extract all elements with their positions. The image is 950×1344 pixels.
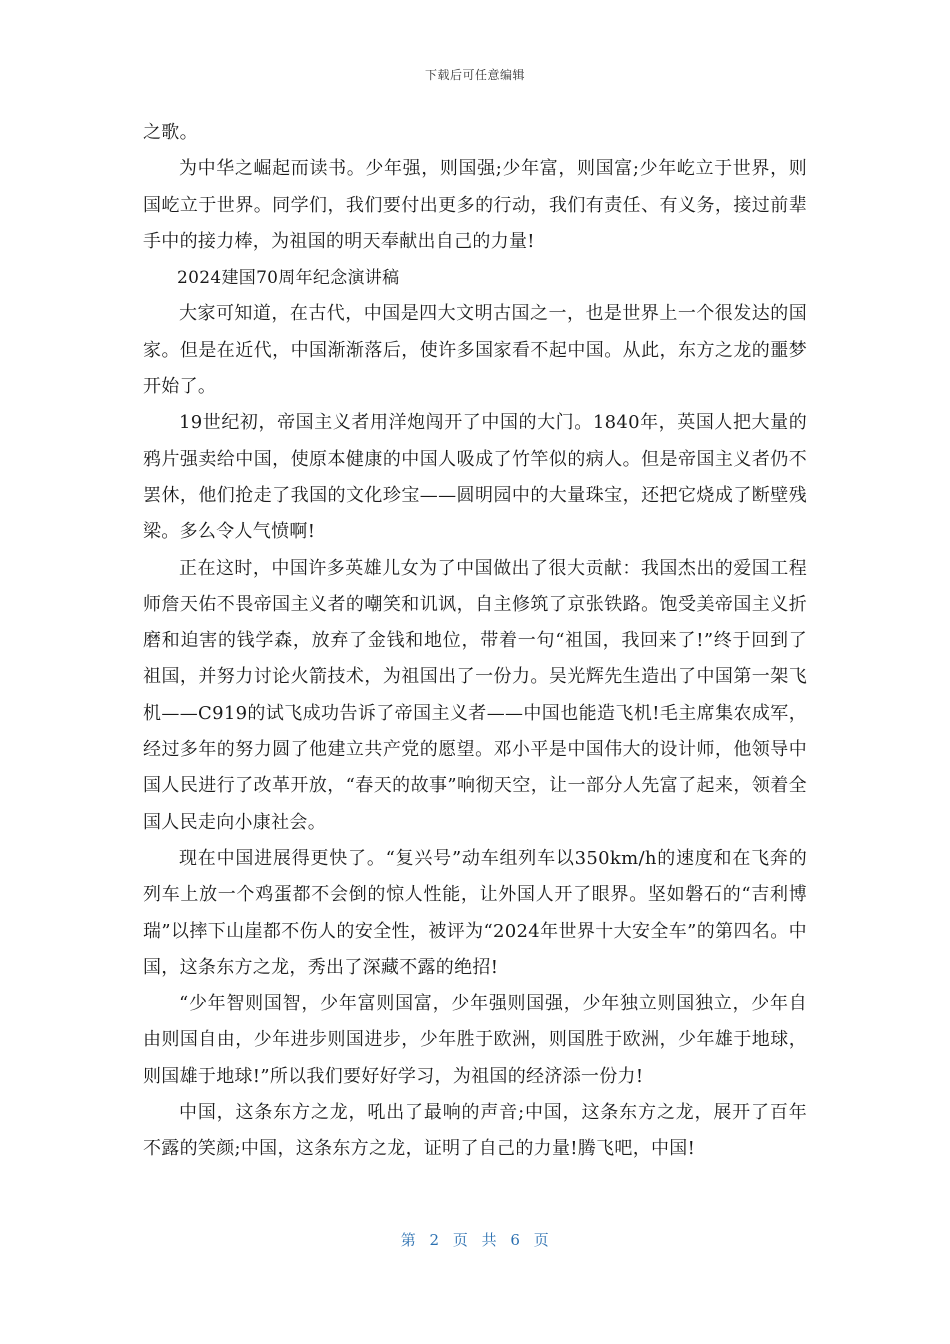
paragraph: 中国，这条东方之龙，吼出了最响的声音;中国，这条东方之龙，展开了百年不露的笑颜;中国，这条东方之龙，证明了自己的力量!腾飞吧，中国! [143,1102,807,1160]
paragraph: 现在中国进展得更快了。“复兴号”动车组列车以350km/h的速度和在飞奔的列车上放一个鸡蛋都不会倒的惊人性能，让外国人开了眼界。坚如磐石的“吉利博瑞”以摔下山崖都不伤人的安全性，被评为“2024年世界十大安全车”的第四名。中国，这条东方之龙，秀出了深藏不露的绝招! [143,847,807,978]
paragraph: “少年智则国智，少年富则国富，少年强则国强，少年独立则国独立，少年自由则国自由，少年进步则国进步，少年胜于欧洲，则国胜于欧洲，少年雄于地球，则国雄于地球!”所以我们要好好学习，为祖国的经济添一份力! [143,993,807,1087]
paragraph: 大家可知道，在古代，中国是四大文明古国之一，也是世界上一个很发达的国家。但是在近代，中国渐渐落后，使许多国家看不起中国。从此，东方之龙的噩梦开始了。 [143,303,807,398]
paragraph: 正在这时，中国许多英雄儿女为了中国做出了很大贡献：我国杰出的爱国工程师詹天佑不畏帝国主义者的嘲笑和讥讽，自主修筑了京张铁路。饱受美帝国主义折磨和迫害的钱学森，放弃了金钱和地位，带着一句“祖国，我回来了!”终于回到了祖国，并努力讨论火箭技术，为祖国出了一份力。吴光辉先生造出了中国第一架飞机——C919的试飞成功告诉了帝国主义者——中国也能造飞机!毛主席集农成军，经过多年的努力圆了他建立共产党的愿望。邓小平是中国伟大的设计师，他领导中国人民进行了改革开放，“春天的故事”响彻天空，让一部分人先富了起来，领着全国人民走向小康社会。 [143,557,807,833]
document-body [143,115,807,1168]
paragraph: 为中华之崛起而读书。少年强，则国强;少年富，则国富;少年屹立于世界，则国屹立于世界。同学们，我们要付出更多的行动，我们有责任、有义务，接过前辈手中的接力棒，为祖国的明天奉献出自己的力量! [143,158,807,252]
paragraph-continuation: 之歌。 [143,122,198,143]
speech-title: 2024建国70周年纪念演讲稿 [177,268,400,289]
page-header: 下载后可任意编辑 [424,68,525,82]
paragraph: 19世纪初，帝国主义者用洋炮闯开了中国的大门。1840年，英国人把大量的鸦片强卖给中国，使原本健康的中国人吸成了竹竿似的病人。但是帝国主义者仍不罢休，他们抢走了我国的文化珍宝——圆明园中的大量珠宝，还把它烧成了断壁残梁。多么令人气愤啊! [143,412,807,543]
page-number-footer: 第 2 页 共 6 页 [400,1231,550,1249]
